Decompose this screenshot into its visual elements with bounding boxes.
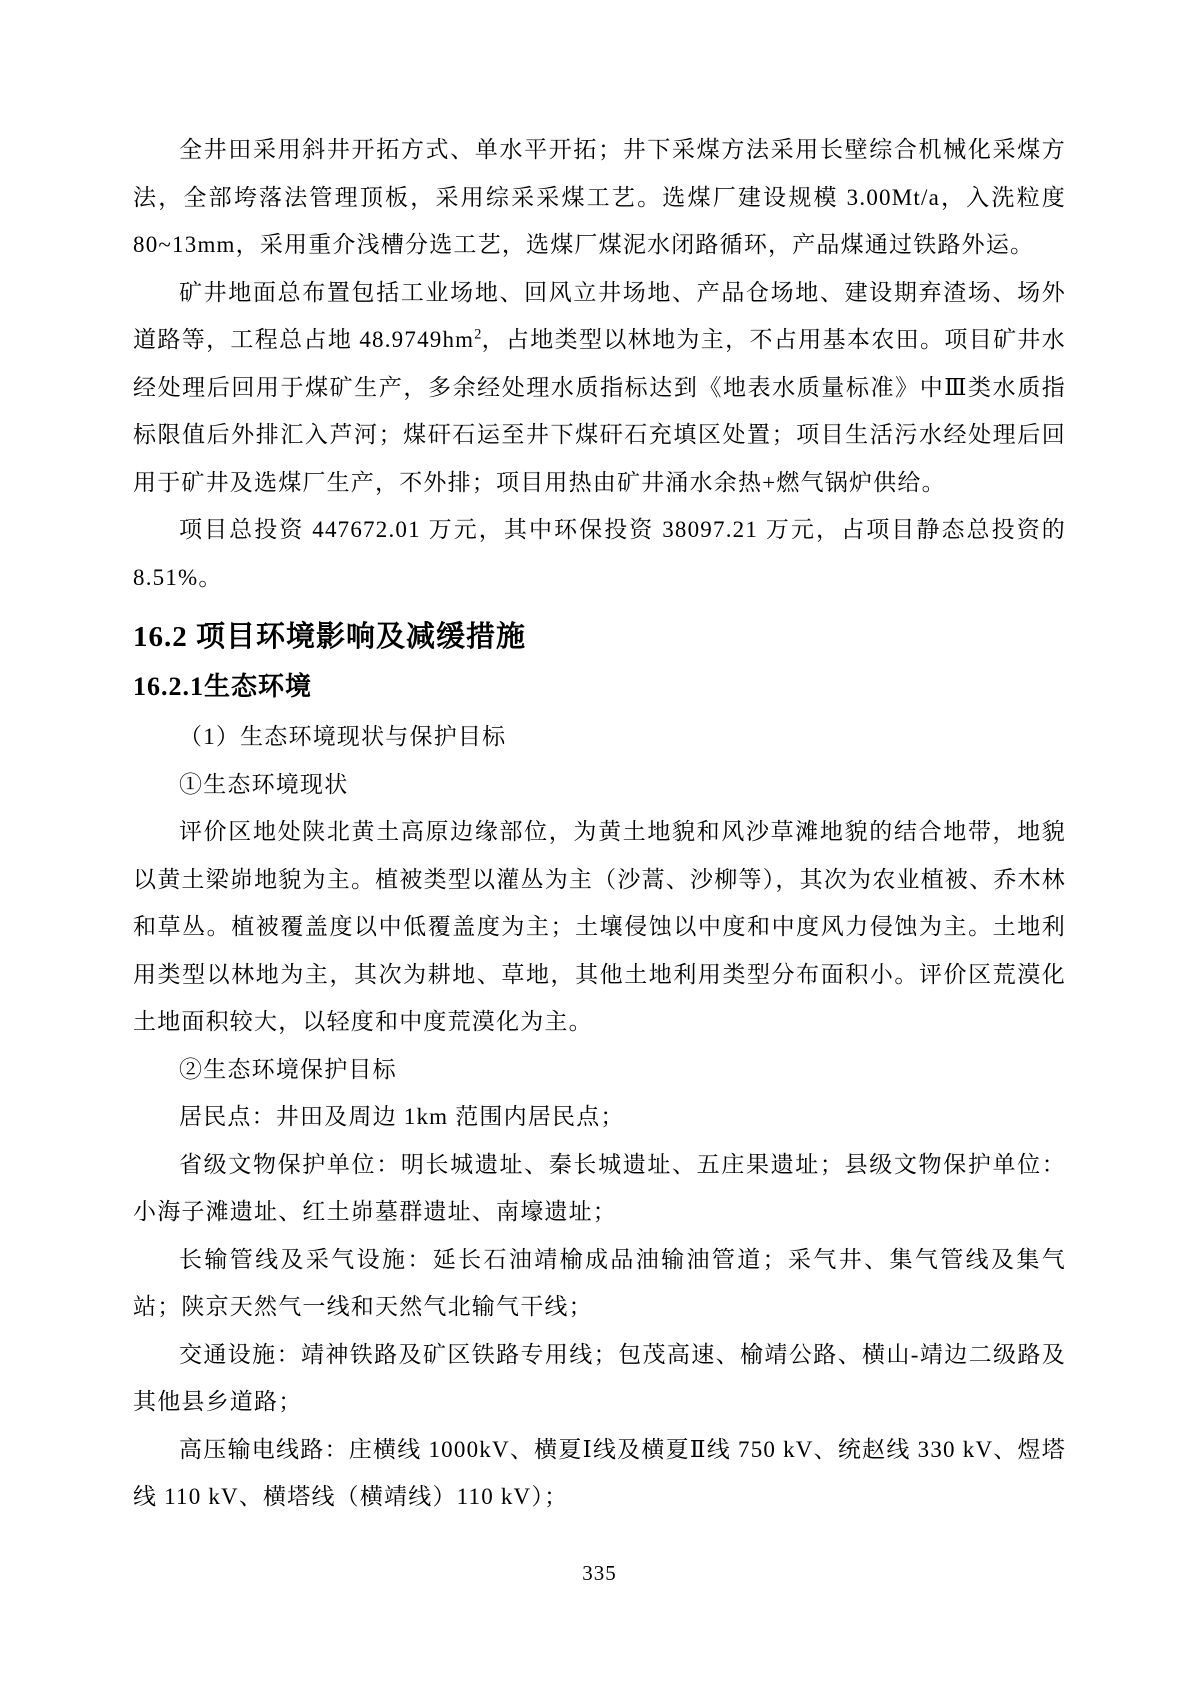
paragraph-target-residents: 居民点：井田及周边 1km 范围内居民点； [179,1104,625,1129]
paragraph-target-heritage: 省级文物保护单位：明长城遗址、秦长城遗址、五庄果遗址；县级文物保护单位：小海子滩遗址、红土峁墓群遗址、南壕遗址； [133,1151,1066,1224]
paragraph-site-layout [133,269,1066,507]
paragraph-eco-status: 评价区地处陕北黄土高原边缘部位，为黄土地貌和风沙草滩地貌的结合地带，地貌以黄土梁峁地貌为主。植被类型以灌丛为主（沙蒿、沙柳等），其次为农业植被、乔木林和草丛。植被覆盖度以中低覆盖度为主；土壤侵蚀以中度和中度风力侵蚀为主。土地利用类型以林地为主，其次为耕地、草地，其他土地利用类型分布面积小。评价区荒漠化土地面积较大，以轻度和中度荒漠化为主。 [133,819,1066,1034]
site-layout-text-after-sup: ，占地类型以林地为主，不占用基本农田。项目矿井水经处理后回用于煤矿生产，多余经处理水质指标达到《地表水质量标准》中Ⅲ类水质指标限值后外排汇入芦河；煤矸石运至井下煤矸石充填区处置；项目生活污水经处理后回用于矿井及选煤厂生产，不外排；项目用热由矿井涌水余热+燃气锅炉供给。 [133,327,1066,495]
area-superscript: 2 [474,326,482,343]
page-content [133,126,1066,1521]
subsection-heading-16-2-1: 16.2.1生态环境 [133,672,313,701]
item-eco-targets-subtitle: ②生态环境保护目标 [179,1056,397,1082]
item-eco-status-and-targets-title: （1）生态环境现状与保护目标 [179,724,507,749]
item-eco-status-subtitle: ①生态环境现状 [179,771,349,797]
paragraph-mining-method: 全井田采用斜井开拓方式、单水平开拓；井下采煤方法采用长壁综合机械化采煤方法，全部垮落法管理顶板，采用综采采煤工艺。选煤厂建设规模 3.00Mt/a，入洗粒度 80~13mm，采用重介浅槽分选工艺，选煤厂煤泥水闭路循环，产品煤通过铁路外运。 [133,137,1066,257]
site-layout-text-before-sup: 矿井地面总布置包括工业场地、回风立井场地、产品仓场地、建设期弃渣场、场外道路等，工程总占地 48.9749hm [133,279,1066,352]
paragraph-target-powerlines: 高压输电线路：庄横线 1000kV、横夏Ⅰ线及横夏Ⅱ线 750 kV、统赵线 330 kV、煜塔线 110 kV、横塔线（横靖线）110 kV）； [133,1436,1066,1509]
section-heading-16-2: 16.2 项目环境影响及减缓措施 [133,621,527,653]
paragraph-target-transport: 交通设施：靖神铁路及矿区铁路专用线；包茂高速、榆靖公路、横山-靖边二级路及其他县乡道路； [133,1341,1066,1414]
paragraph-target-pipelines: 长输管线及采气设施：延长石油靖榆成品油输油管道；采气井、集气管线及集气站；陕京天然气一线和天然气北输气干线； [133,1246,1066,1319]
page-number: 335 [582,1561,617,1585]
paragraph-investment: 项目总投资 447672.01 万元，其中环保投资 38097.21 万元，占项目静态总投资的8.51%。 [133,517,1066,590]
